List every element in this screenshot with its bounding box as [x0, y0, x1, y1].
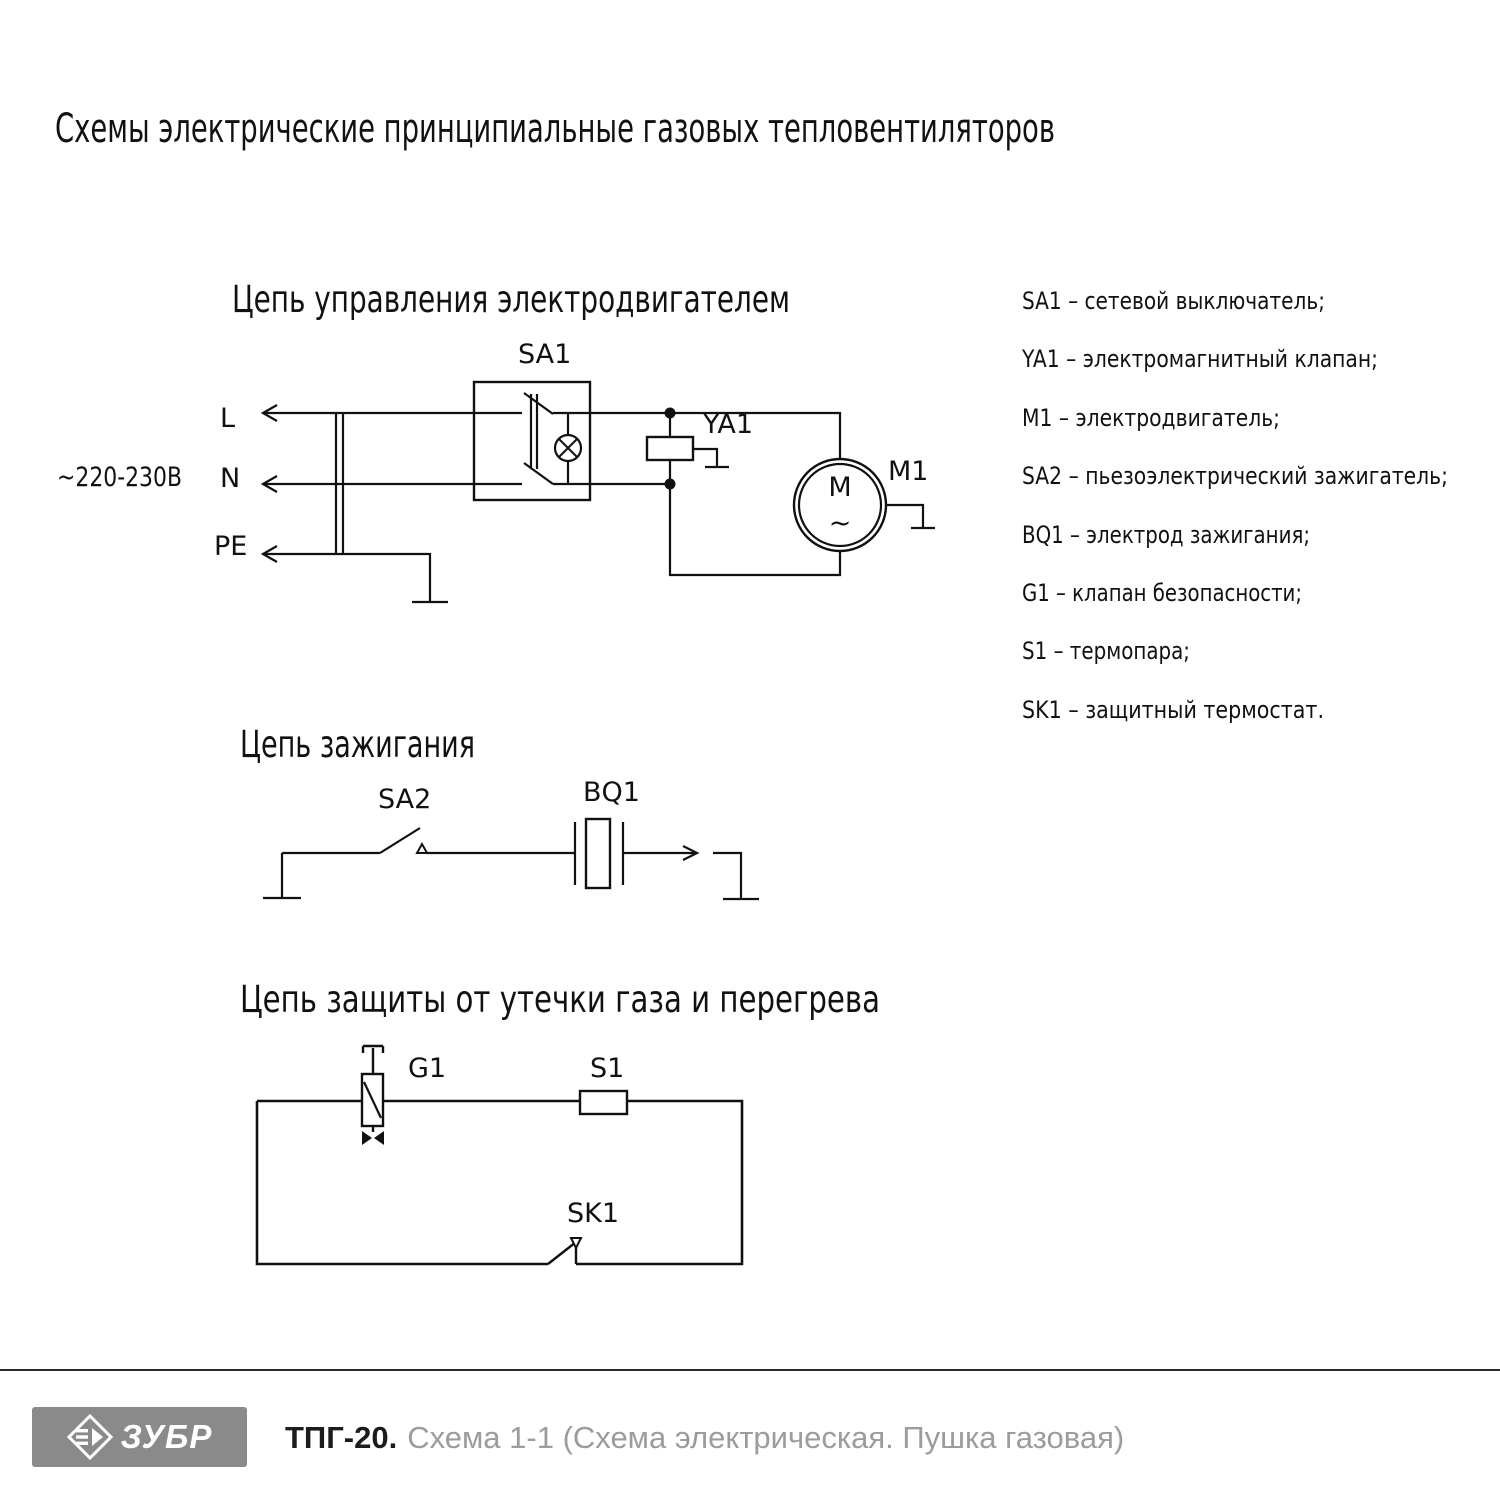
thermostat-contact-triangle — [571, 1238, 581, 1248]
zubr-diamond-icon — [67, 1414, 113, 1460]
motor-m1-label: M1 — [888, 456, 929, 487]
model-name: ТПГ-20. — [285, 1420, 398, 1455]
ignition-circuit — [240, 723, 759, 899]
electrode-bq1-body — [586, 819, 610, 888]
legend-item: S1 – термопара; — [1022, 637, 1190, 665]
legend — [1021, 287, 1448, 724]
legend-item: M1 – электродвигатель; — [1022, 404, 1280, 432]
legend-item: G1 – клапан безопасности; — [1022, 579, 1302, 607]
brand-name: ЗУБР — [120, 1418, 213, 1455]
supply-voltage-label: ~220-230В — [57, 462, 182, 493]
valve-bowtie-left — [362, 1131, 372, 1145]
protection-circuit — [240, 978, 880, 1264]
ignition-title: Цепь зажигания — [240, 723, 475, 766]
igniter-contact-triangle — [417, 844, 427, 853]
valve-bowtie-right — [374, 1131, 384, 1145]
motor-control-title: Цепь управления электродвигателем — [232, 278, 790, 321]
caption-text: Схема 1-1 (Схема электрическая. Пушка газовая) — [407, 1420, 1125, 1455]
page-title: Схемы электрические принципиальные газовых тепловентиляторов — [55, 106, 1055, 152]
junction-dot-bottom — [665, 479, 676, 490]
footer-caption — [285, 1418, 1124, 1458]
protection-title: Цепь защиты от утечки газа и перегрева — [240, 978, 880, 1021]
igniter-sa2-label: SA2 — [378, 784, 432, 815]
legend-item: SK1 – защитный термостат. — [1022, 696, 1324, 724]
motor-ac-symbol: ~ — [828, 508, 852, 539]
legend-item: BQ1 – электрод зажигания; — [1022, 521, 1310, 549]
thermostat-sk1-label: SK1 — [567, 1198, 620, 1229]
motor-control-circuit — [57, 278, 935, 602]
terminal-l-label: L — [220, 403, 236, 434]
switch-sa1-label: SA1 — [518, 339, 572, 370]
valve-ya1-label: YA1 — [703, 409, 754, 440]
legend-item: SA1 – сетевой выключатель; — [1022, 287, 1325, 315]
terminal-pe-label: PE — [214, 531, 248, 562]
brand-logo — [32, 1407, 247, 1467]
thermocouple-s1-label: S1 — [590, 1053, 625, 1084]
thermostat-blade — [548, 1242, 576, 1264]
electrode-bq1-label: BQ1 — [583, 777, 640, 808]
legend-item: SA2 – пьезоэлектрический зажигатель; — [1022, 462, 1448, 490]
junction-dot-top — [665, 408, 676, 419]
safety-valve-g1-label: G1 — [408, 1053, 447, 1084]
legend-item: YA1 – электромагнитный клапан; — [1021, 345, 1378, 373]
footer-divider — [0, 1369, 1500, 1371]
ignition-wires — [263, 822, 759, 899]
motor-letter: M — [828, 472, 852, 503]
protection-loop — [257, 1101, 742, 1264]
thermocouple-s1-body — [580, 1091, 627, 1114]
terminal-n-label: N — [220, 463, 241, 494]
valve-ya1-coil — [647, 437, 693, 460]
